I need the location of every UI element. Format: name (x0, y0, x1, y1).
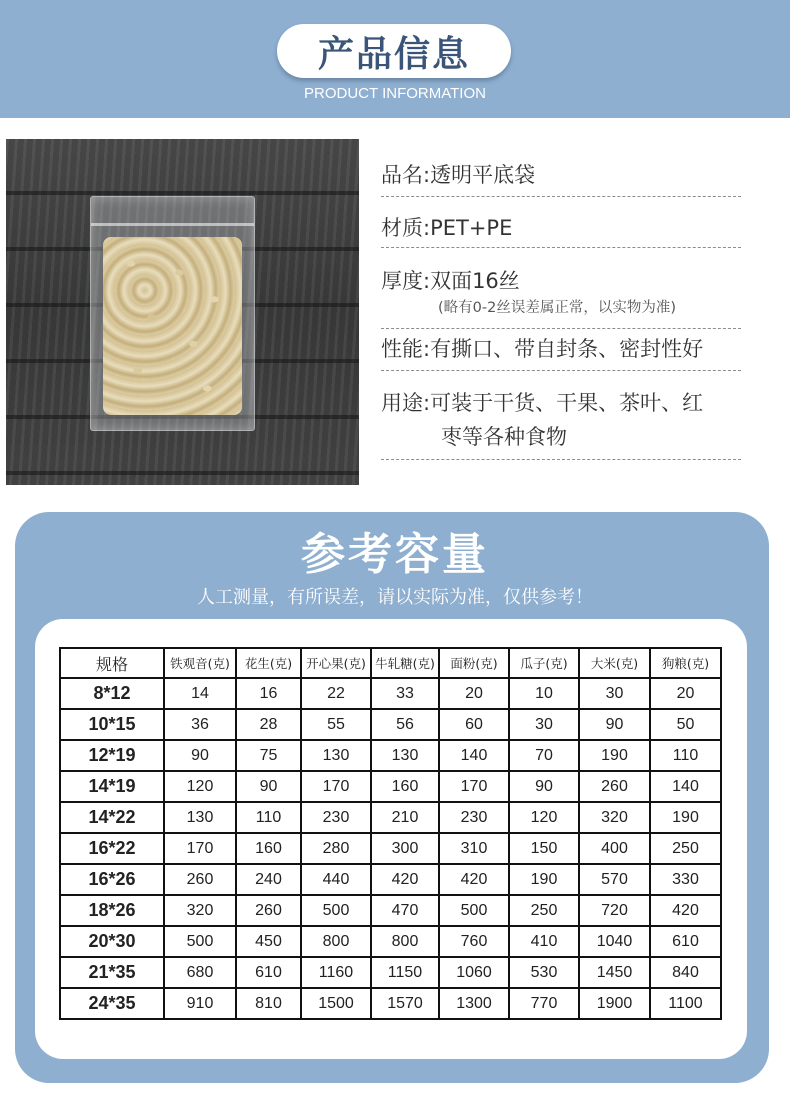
capacity-cell: 110 (650, 740, 721, 771)
capacity-cell: 16 (236, 678, 301, 709)
table-row (60, 771, 721, 802)
capacity-cell: 280 (301, 833, 371, 864)
capacity-cell: 160 (371, 771, 439, 802)
capacity-cell: 14 (164, 678, 236, 709)
capacity-cell: 20 (650, 678, 721, 709)
capacity-cell: 22 (301, 678, 371, 709)
capacity-cell: 810 (236, 988, 301, 1019)
capacity-cell: 20 (439, 678, 509, 709)
capacity-cell: 140 (439, 740, 509, 771)
capacity-cell: 260 (579, 771, 650, 802)
capacity-cell: 120 (509, 802, 579, 833)
capacity-cell: 1060 (439, 957, 509, 988)
capacity-subtitle: 人工测量，有所误差，请以实际为准，仅供参考！ (197, 587, 593, 608)
table-header-row (60, 648, 721, 678)
capacity-cell: 150 (509, 833, 579, 864)
usage-text-line2: 枣等各种食物 (441, 425, 567, 449)
capacity-cell: 610 (650, 926, 721, 957)
capacity-cell: 250 (650, 833, 721, 864)
capacity-cell: 1150 (371, 957, 439, 988)
capacity-cell: 800 (301, 926, 371, 957)
capacity-cell: 75 (236, 740, 301, 771)
capacity-cell: 28 (236, 709, 301, 740)
capacity-cell: 130 (371, 740, 439, 771)
size-cell: 18*26 (60, 895, 164, 926)
capacity-cell: 500 (301, 895, 371, 926)
capacity-table (59, 647, 722, 1020)
capacity-cell: 30 (579, 678, 650, 709)
size-cell: 20*30 (60, 926, 164, 957)
capacity-cell: 170 (301, 771, 371, 802)
table-row (60, 988, 721, 1019)
header-cell: 花生(克) (236, 648, 301, 678)
size-cell: 21*35 (60, 957, 164, 988)
capacity-cell: 570 (579, 864, 650, 895)
capacity-cell: 110 (236, 802, 301, 833)
capacity-cell: 680 (164, 957, 236, 988)
size-cell: 14*22 (60, 802, 164, 833)
capacity-cell: 530 (509, 957, 579, 988)
table-row (60, 709, 721, 740)
capacity-cell: 90 (579, 709, 650, 740)
header-cell: 规格 (60, 648, 164, 678)
capacity-cell: 310 (439, 833, 509, 864)
capacity-cell: 120 (164, 771, 236, 802)
material-text: 材质:PET+PE (381, 216, 513, 240)
capacity-cell: 760 (439, 926, 509, 957)
zip-bag-image (90, 196, 255, 431)
capacity-cell: 1900 (579, 988, 650, 1019)
capacity-cell: 130 (301, 740, 371, 771)
capacity-cell: 230 (301, 802, 371, 833)
capacity-cell: 420 (439, 864, 509, 895)
size-cell: 16*22 (60, 833, 164, 864)
capacity-cell: 55 (301, 709, 371, 740)
capacity-cell: 70 (509, 740, 579, 771)
capacity-cell: 36 (164, 709, 236, 740)
capacity-cell: 720 (579, 895, 650, 926)
page-subtitle: PRODUCT INFORMATION (304, 85, 486, 102)
capacity-cell: 500 (164, 926, 236, 957)
capacity-cell: 1100 (650, 988, 721, 1019)
capacity-cell: 140 (650, 771, 721, 802)
size-cell: 14*19 (60, 771, 164, 802)
capacity-cell: 420 (371, 864, 439, 895)
capacity-cell: 1040 (579, 926, 650, 957)
capacity-cell: 170 (164, 833, 236, 864)
zipper-strip (91, 223, 254, 226)
capacity-cell: 50 (650, 709, 721, 740)
info-thickness (381, 266, 741, 329)
product-photo (6, 139, 359, 485)
size-cell: 10*15 (60, 709, 164, 740)
size-cell: 24*35 (60, 988, 164, 1019)
capacity-cell: 33 (371, 678, 439, 709)
capacity-cell: 800 (371, 926, 439, 957)
capacity-cell: 910 (164, 988, 236, 1019)
capacity-cell: 300 (371, 833, 439, 864)
capacity-cell: 1300 (439, 988, 509, 1019)
table-row (60, 957, 721, 988)
size-cell: 12*19 (60, 740, 164, 771)
table-row (60, 802, 721, 833)
capacity-cell: 90 (236, 771, 301, 802)
table-row (60, 678, 721, 709)
thickness-note: (略有0-2丝误差属正常，以实物为准) (438, 300, 676, 316)
capacity-cell: 190 (579, 740, 650, 771)
capacity-cell: 320 (579, 802, 650, 833)
capacity-cell: 1570 (371, 988, 439, 1019)
capacity-cell: 410 (509, 926, 579, 957)
capacity-cell: 240 (236, 864, 301, 895)
table-row (60, 895, 721, 926)
capacity-cell: 610 (236, 957, 301, 988)
performance-text: 性能:有撕口、带自封条、密封性好 (381, 337, 704, 361)
capacity-cell: 90 (164, 740, 236, 771)
table-row (60, 740, 721, 771)
capacity-cell: 210 (371, 802, 439, 833)
capacity-cell: 230 (439, 802, 509, 833)
capacity-cell: 130 (164, 802, 236, 833)
pistachio-contents (103, 237, 242, 415)
capacity-cell: 1160 (301, 957, 371, 988)
table-row (60, 926, 721, 957)
header-cell: 开心果(克) (301, 648, 371, 678)
capacity-cell: 190 (650, 802, 721, 833)
capacity-cell: 770 (509, 988, 579, 1019)
capacity-cell: 170 (439, 771, 509, 802)
table-row (60, 864, 721, 895)
capacity-cell: 440 (301, 864, 371, 895)
thickness-text: 厚度:双面16丝 (381, 269, 520, 293)
capacity-cell: 90 (509, 771, 579, 802)
header-cell: 铁观音(克) (164, 648, 236, 678)
capacity-cell: 56 (371, 709, 439, 740)
capacity-cell: 320 (164, 895, 236, 926)
capacity-cell: 10 (509, 678, 579, 709)
capacity-cell: 330 (650, 864, 721, 895)
capacity-cell: 30 (509, 709, 579, 740)
capacity-cell: 400 (579, 833, 650, 864)
header-cell: 牛轧糖(克) (371, 648, 439, 678)
table-row (60, 833, 721, 864)
capacity-cell: 840 (650, 957, 721, 988)
header-cell: 面粉(克) (439, 648, 509, 678)
capacity-cell: 60 (439, 709, 509, 740)
info-material (381, 213, 741, 248)
capacity-cell: 470 (371, 895, 439, 926)
page-title: 产品信息 (277, 24, 511, 78)
capacity-cell: 420 (650, 895, 721, 926)
usage-text-line1: 用途:可装于干货、干果、茶叶、红 (381, 391, 704, 415)
capacity-cell: 260 (236, 895, 301, 926)
header-cell: 狗粮(克) (650, 648, 721, 678)
capacity-title: 参考容量 (301, 529, 489, 580)
capacity-cell: 260 (164, 864, 236, 895)
info-usage (381, 388, 741, 460)
capacity-cell: 250 (509, 895, 579, 926)
capacity-cell: 160 (236, 833, 301, 864)
capacity-cell: 190 (509, 864, 579, 895)
size-cell: 8*12 (60, 678, 164, 709)
info-name (381, 160, 741, 197)
capacity-cell: 450 (236, 926, 301, 957)
info-performance (381, 334, 741, 371)
capacity-cell: 1500 (301, 988, 371, 1019)
name-text: 品名:透明平底袋 (381, 163, 536, 187)
capacity-cell: 500 (439, 895, 509, 926)
capacity-cell: 1450 (579, 957, 650, 988)
header-cell: 大米(克) (579, 648, 650, 678)
header-cell: 瓜子(克) (509, 648, 579, 678)
size-cell: 16*26 (60, 864, 164, 895)
